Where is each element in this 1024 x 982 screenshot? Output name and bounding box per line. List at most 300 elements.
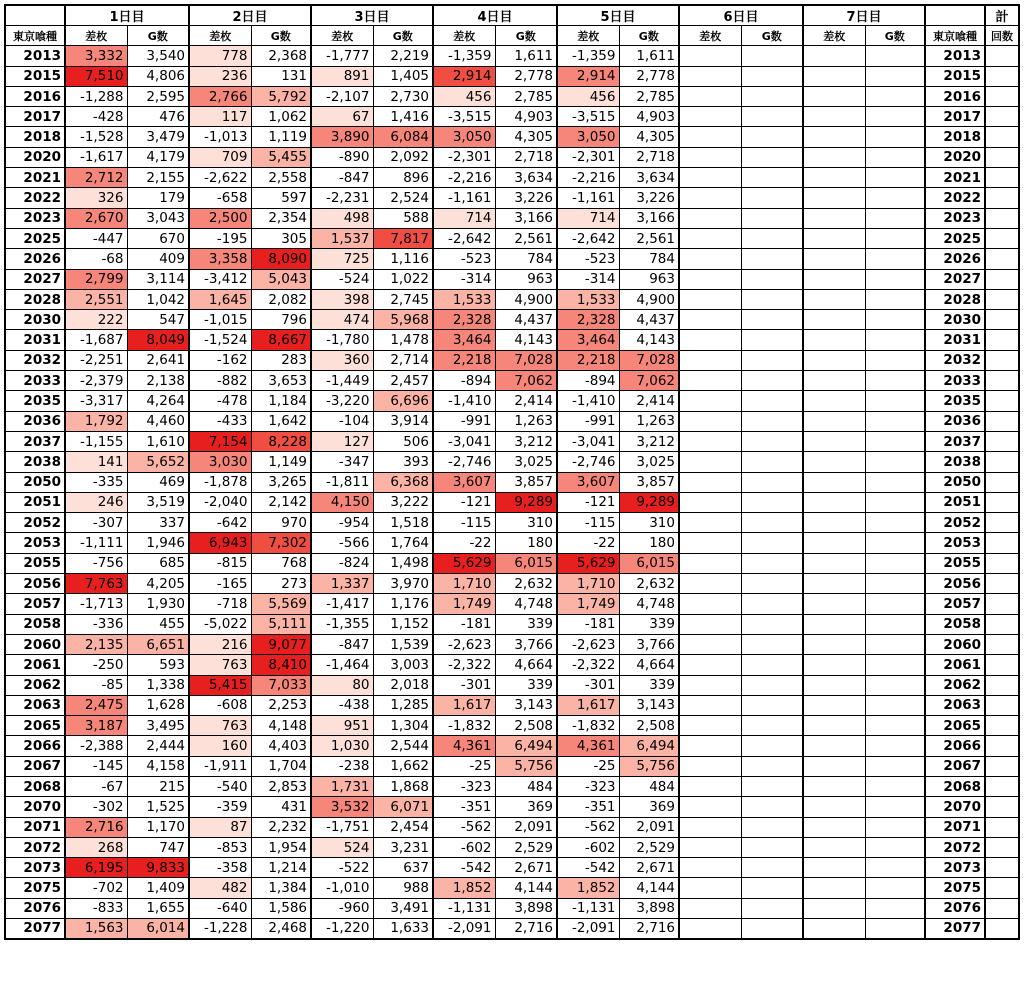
table-row	[5, 736, 1019, 756]
diff-cell: -1,780	[311, 330, 373, 350]
count-cell	[985, 919, 1019, 939]
diff-cell: -1,131	[557, 898, 619, 918]
empty-cell	[803, 350, 865, 370]
games-cell: 593	[127, 655, 189, 675]
diff-cell: -890	[311, 147, 373, 167]
diff-cell: 7,763	[65, 574, 127, 594]
empty-cell	[741, 858, 803, 878]
diff-cell: -2,231	[311, 188, 373, 208]
games-cell: 1,170	[127, 817, 189, 837]
diff-cell: 236	[189, 66, 251, 86]
empty-cell	[679, 513, 741, 533]
diff-cell: 360	[311, 350, 373, 370]
diff-cell: -2,107	[311, 86, 373, 106]
empty-cell	[741, 492, 803, 512]
diff-cell: -1,288	[65, 86, 127, 106]
empty-cell	[803, 513, 865, 533]
games-cell: 4,403	[251, 736, 311, 756]
empty-cell	[865, 228, 925, 248]
empty-cell	[741, 411, 803, 431]
diff-cell: -438	[311, 695, 373, 715]
games-cell: 4,748	[619, 594, 679, 614]
diff-cell: 3,607	[433, 472, 495, 492]
count-cell	[985, 371, 1019, 391]
games-cell: 2,142	[251, 492, 311, 512]
diff-cell: -238	[311, 756, 373, 776]
empty-cell	[679, 310, 741, 330]
empty-cell	[803, 634, 865, 654]
machine-number: 2050	[5, 472, 65, 492]
empty-cell	[865, 127, 925, 147]
day-header-4: 4日目	[433, 5, 557, 26]
games-cell: 4,144	[495, 878, 557, 898]
games-cell: 547	[127, 310, 189, 330]
diff-cell: 2,799	[65, 269, 127, 289]
machine-number-right: 2017	[925, 107, 985, 127]
count-cell	[985, 756, 1019, 776]
games-cell: 2,785	[495, 86, 557, 106]
games-cell: 2,778	[495, 66, 557, 86]
count-cell	[985, 898, 1019, 918]
diff-cell: -359	[189, 797, 251, 817]
empty-cell	[679, 86, 741, 106]
games-cell: 4,664	[619, 655, 679, 675]
diff-cell: 2,766	[189, 86, 251, 106]
empty-cell	[679, 716, 741, 736]
empty-cell	[679, 858, 741, 878]
diff-cell: -1,015	[189, 310, 251, 330]
games-cell: 3,766	[495, 634, 557, 654]
games-cell: 1,525	[127, 797, 189, 817]
day-header-5: 5日目	[557, 5, 679, 26]
machine-number: 2068	[5, 776, 65, 796]
empty-cell	[741, 46, 803, 66]
empty-cell	[803, 452, 865, 472]
machine-number: 2026	[5, 249, 65, 269]
games-cell: 3,970	[373, 574, 433, 594]
empty-cell	[741, 634, 803, 654]
games-cell: 1,149	[251, 452, 311, 472]
games-cell: 1,610	[127, 431, 189, 451]
diff-cell: -5,022	[189, 614, 251, 634]
diff-cell: 268	[65, 837, 127, 857]
diff-cell: -145	[65, 756, 127, 776]
count-cell	[985, 127, 1019, 147]
count-cell	[985, 513, 1019, 533]
games-cell: 1,478	[373, 330, 433, 350]
diff-cell: -115	[557, 513, 619, 533]
games-cell: 6,696	[373, 391, 433, 411]
empty-cell	[679, 208, 741, 228]
diff-cell: -1,687	[65, 330, 127, 350]
games-cell: 6,651	[127, 634, 189, 654]
machine-number: 2022	[5, 188, 65, 208]
empty-cell	[803, 695, 865, 715]
table-row	[5, 776, 1019, 796]
diff-cell: -2,322	[557, 655, 619, 675]
games-cell: 1,384	[251, 878, 311, 898]
diff-cell: -3,041	[557, 431, 619, 451]
diff-cell: -121	[433, 492, 495, 512]
empty-cell	[803, 310, 865, 330]
table-body	[5, 46, 1019, 939]
games-cell: 3,003	[373, 655, 433, 675]
empty-cell	[741, 472, 803, 492]
diff-cell: -1,228	[189, 919, 251, 939]
games-cell: 2,508	[495, 716, 557, 736]
games-cell: 4,806	[127, 66, 189, 86]
machine-number: 2032	[5, 350, 65, 370]
empty-cell	[803, 492, 865, 512]
diff-cell: -815	[189, 553, 251, 573]
table-row	[5, 289, 1019, 309]
machine-number: 2060	[5, 634, 65, 654]
corner-cell	[5, 5, 65, 26]
empty-cell	[803, 168, 865, 188]
machine-number-right: 2021	[925, 168, 985, 188]
games-cell: 3,025	[619, 452, 679, 472]
games-cell: 3,166	[619, 208, 679, 228]
games-cell: 1,405	[373, 66, 433, 86]
games-cell: 1,062	[251, 107, 311, 127]
diff-cell: -3,041	[433, 431, 495, 451]
games-cell: 2,414	[495, 391, 557, 411]
games-cell: 1,868	[373, 776, 433, 796]
games-cell: 305	[251, 228, 311, 248]
games-cell: 2,091	[619, 817, 679, 837]
games-cell: 1,662	[373, 756, 433, 776]
empty-cell	[865, 411, 925, 431]
games-cell: 8,667	[251, 330, 311, 350]
empty-cell	[741, 655, 803, 675]
empty-cell	[741, 776, 803, 796]
table-row	[5, 614, 1019, 634]
empty-cell	[679, 472, 741, 492]
diff-cell: -3,515	[433, 107, 495, 127]
games-cell: 2,155	[127, 168, 189, 188]
count-cell	[985, 533, 1019, 553]
games-cell: 2,457	[373, 371, 433, 391]
games-cell: 476	[127, 107, 189, 127]
machine-number-right: 2030	[925, 310, 985, 330]
games-cell: 4,305	[619, 127, 679, 147]
empty-cell	[679, 533, 741, 553]
machine-number-right: 2032	[925, 350, 985, 370]
games-cell: 409	[127, 249, 189, 269]
games-cell: 4,664	[495, 655, 557, 675]
machine-number: 2018	[5, 127, 65, 147]
machine-number: 2015	[5, 66, 65, 86]
count-cell	[985, 675, 1019, 695]
machine-number-right: 2055	[925, 553, 985, 573]
table-row	[5, 452, 1019, 472]
empty-cell	[865, 472, 925, 492]
games-cell: 4,205	[127, 574, 189, 594]
empty-cell	[803, 574, 865, 594]
games-cell: 339	[619, 614, 679, 634]
empty-cell	[741, 188, 803, 208]
diff-cell: -195	[189, 228, 251, 248]
empty-cell	[741, 736, 803, 756]
empty-cell	[865, 634, 925, 654]
machine-number-right: 2028	[925, 289, 985, 309]
games-cell: 9,077	[251, 634, 311, 654]
games-cell: 6,014	[127, 919, 189, 939]
games-cell: 2,785	[619, 86, 679, 106]
empty-cell	[741, 675, 803, 695]
count-cell	[985, 310, 1019, 330]
diff-cell: 4,361	[433, 736, 495, 756]
games-cell: 1,498	[373, 553, 433, 573]
machine-number: 2070	[5, 797, 65, 817]
games-cell: 670	[127, 228, 189, 248]
diff-cell: -1,811	[311, 472, 373, 492]
games-cell: 747	[127, 837, 189, 857]
games-cell: 7,062	[619, 371, 679, 391]
empty-cell	[865, 675, 925, 695]
empty-cell	[803, 188, 865, 208]
diff-cell: 398	[311, 289, 373, 309]
diff-cell: -121	[557, 492, 619, 512]
machine-number-right: 2031	[925, 330, 985, 350]
empty-cell	[803, 898, 865, 918]
diff-cell: -428	[65, 107, 127, 127]
games-cell: 6,015	[619, 553, 679, 573]
games-cell: 5,968	[373, 310, 433, 330]
count-cell	[985, 655, 1019, 675]
diff-cell: -1,161	[433, 188, 495, 208]
diff-cell: -833	[65, 898, 127, 918]
empty-cell	[679, 776, 741, 796]
diff-cell: 456	[557, 86, 619, 106]
empty-cell	[865, 188, 925, 208]
games-cell: 215	[127, 776, 189, 796]
empty-cell	[741, 898, 803, 918]
machine-number-right: 2060	[925, 634, 985, 654]
games-cell: 179	[127, 188, 189, 208]
diff-cell: 1,617	[557, 695, 619, 715]
games-cell: 2,508	[619, 716, 679, 736]
machine-number-right: 2026	[925, 249, 985, 269]
table-row	[5, 858, 1019, 878]
empty-cell	[679, 695, 741, 715]
games-cell: 2,558	[251, 168, 311, 188]
diff-cell: 714	[433, 208, 495, 228]
games-cell: 2,232	[251, 817, 311, 837]
empty-cell	[803, 269, 865, 289]
empty-cell	[741, 350, 803, 370]
diff-cell: -562	[433, 817, 495, 837]
diff-cell: 4,150	[311, 492, 373, 512]
empty-cell	[741, 269, 803, 289]
games-cell: 1,642	[251, 411, 311, 431]
sub-header-games: G数	[495, 26, 557, 46]
games-cell: 1,152	[373, 614, 433, 634]
diff-cell: -1,410	[433, 391, 495, 411]
games-cell: 2,082	[251, 289, 311, 309]
table-row	[5, 878, 1019, 898]
diff-cell: -1,832	[557, 716, 619, 736]
diff-cell: -540	[189, 776, 251, 796]
machine-number: 2051	[5, 492, 65, 512]
games-cell: 2,714	[373, 350, 433, 370]
diff-cell: -351	[433, 797, 495, 817]
empty-cell	[803, 614, 865, 634]
games-cell: 970	[251, 513, 311, 533]
machine-number: 2065	[5, 716, 65, 736]
empty-cell	[741, 574, 803, 594]
machine-number-right: 2071	[925, 817, 985, 837]
diff-cell: 498	[311, 208, 373, 228]
games-cell: 4,148	[251, 716, 311, 736]
diff-cell: 5,415	[189, 675, 251, 695]
games-cell: 8,049	[127, 330, 189, 350]
diff-cell: 67	[311, 107, 373, 127]
games-cell: 5,652	[127, 452, 189, 472]
diff-cell: -522	[311, 858, 373, 878]
diff-cell: 3,532	[311, 797, 373, 817]
diff-cell: 246	[65, 492, 127, 512]
table-row	[5, 817, 1019, 837]
machine-number: 2072	[5, 837, 65, 857]
games-cell: 2,778	[619, 66, 679, 86]
games-cell: 3,898	[495, 898, 557, 918]
games-cell: 1,628	[127, 695, 189, 715]
sub-header-diff: 差枚	[311, 26, 373, 46]
games-cell: 5,111	[251, 614, 311, 634]
diff-cell: -642	[189, 513, 251, 533]
count-cell	[985, 431, 1019, 451]
games-cell: 2,253	[251, 695, 311, 715]
sub-header-games: G数	[251, 26, 311, 46]
machine-number: 2058	[5, 614, 65, 634]
empty-cell	[865, 371, 925, 391]
count-cell	[985, 553, 1019, 573]
machine-number: 2035	[5, 391, 65, 411]
games-cell: 484	[619, 776, 679, 796]
diff-cell: 1,617	[433, 695, 495, 715]
empty-cell	[741, 756, 803, 776]
machine-number: 2067	[5, 756, 65, 776]
empty-cell	[741, 330, 803, 350]
table-row	[5, 716, 1019, 736]
games-cell: 1,930	[127, 594, 189, 614]
empty-cell	[803, 46, 865, 66]
diff-cell: 2,500	[189, 208, 251, 228]
games-cell: 1,338	[127, 675, 189, 695]
empty-cell	[865, 452, 925, 472]
games-cell: 2,718	[619, 147, 679, 167]
count-cell	[985, 269, 1019, 289]
games-cell: 180	[495, 533, 557, 553]
sub-header-row	[5, 26, 1019, 46]
diff-cell: 1,337	[311, 574, 373, 594]
machine-number: 2075	[5, 878, 65, 898]
games-cell: 7,033	[251, 675, 311, 695]
games-cell: 3,634	[495, 168, 557, 188]
diff-cell: -447	[65, 228, 127, 248]
games-cell: 2,454	[373, 817, 433, 837]
diff-cell: -1,013	[189, 127, 251, 147]
games-cell: 1,539	[373, 634, 433, 654]
diff-cell: 3,358	[189, 249, 251, 269]
machine-number-right: 2052	[925, 513, 985, 533]
games-cell: 3,540	[127, 46, 189, 66]
empty-cell	[865, 898, 925, 918]
games-cell: 3,025	[495, 452, 557, 472]
empty-cell	[679, 66, 741, 86]
count-cell	[985, 188, 1019, 208]
games-cell: 2,219	[373, 46, 433, 66]
games-cell: 9,833	[127, 858, 189, 878]
day-header-row	[5, 5, 1019, 26]
games-cell: 283	[251, 350, 311, 370]
table-row	[5, 675, 1019, 695]
empty-cell	[741, 208, 803, 228]
diff-cell: -894	[557, 371, 619, 391]
diff-cell: -307	[65, 513, 127, 533]
empty-cell	[865, 350, 925, 370]
games-cell: 4,437	[495, 310, 557, 330]
games-cell: 2,632	[619, 574, 679, 594]
games-cell: 369	[619, 797, 679, 817]
games-cell: 4,158	[127, 756, 189, 776]
diff-cell: -2,040	[189, 492, 251, 512]
games-cell: 6,494	[619, 736, 679, 756]
machine-number-right: 2036	[925, 411, 985, 431]
diff-cell: -1,220	[311, 919, 373, 939]
machine-number-right: 2076	[925, 898, 985, 918]
empty-cell	[741, 553, 803, 573]
games-cell: 2,716	[495, 919, 557, 939]
count-cell	[985, 614, 1019, 634]
diff-cell: -2,301	[557, 147, 619, 167]
table-row	[5, 391, 1019, 411]
diff-cell: 3,464	[557, 330, 619, 350]
empty-cell	[865, 66, 925, 86]
diff-cell: -1,751	[311, 817, 373, 837]
diff-cell: 141	[65, 452, 127, 472]
table-row	[5, 472, 1019, 492]
empty-cell	[803, 594, 865, 614]
table-row	[5, 553, 1019, 573]
games-cell: 2,671	[619, 858, 679, 878]
empty-cell	[741, 716, 803, 736]
table-row	[5, 66, 1019, 86]
table-row	[5, 533, 1019, 553]
empty-cell	[741, 168, 803, 188]
games-cell: 796	[251, 310, 311, 330]
diff-cell: 3,187	[65, 716, 127, 736]
games-cell: 8,090	[251, 249, 311, 269]
diff-cell: 5,629	[433, 553, 495, 573]
sub-header-diff: 差枚	[679, 26, 741, 46]
games-cell: 2,414	[619, 391, 679, 411]
diff-cell: -2,216	[433, 168, 495, 188]
empty-cell	[741, 452, 803, 472]
count-cell	[985, 776, 1019, 796]
empty-cell	[679, 452, 741, 472]
games-cell: 1,184	[251, 391, 311, 411]
diff-cell: 117	[189, 107, 251, 127]
empty-cell	[865, 878, 925, 898]
empty-cell	[803, 736, 865, 756]
diff-cell: -1,777	[311, 46, 373, 66]
count-cell	[985, 228, 1019, 248]
empty-cell	[865, 249, 925, 269]
empty-cell	[679, 492, 741, 512]
diff-cell: -1,111	[65, 533, 127, 553]
